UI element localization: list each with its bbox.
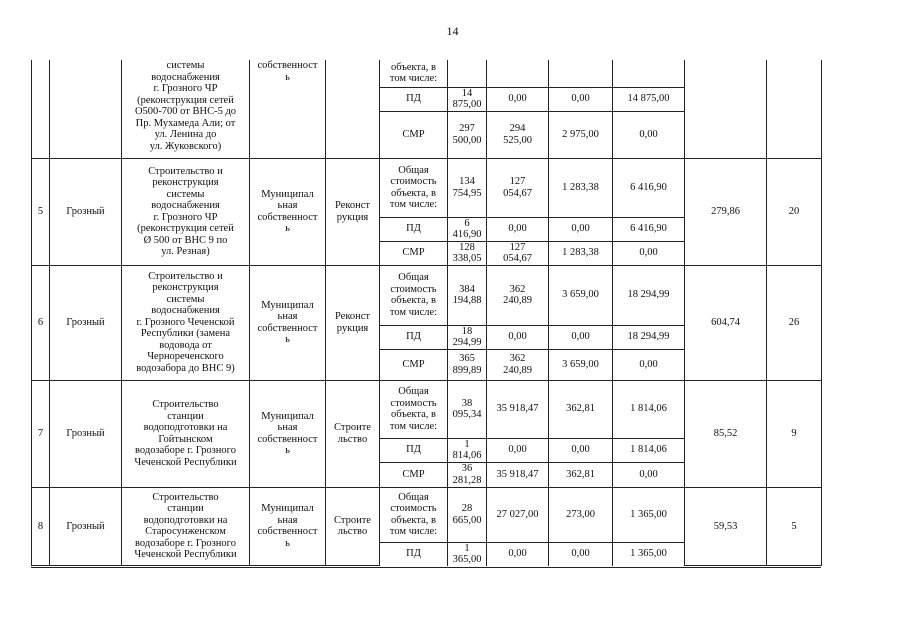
value-regional-cell: 3 659,00 xyxy=(549,349,613,380)
count-cell: 26 xyxy=(767,265,822,380)
length-cell: 279,86 xyxy=(685,158,767,265)
row-number-cell: 6 xyxy=(32,265,50,380)
count-cell: 5 xyxy=(767,487,822,566)
table-row xyxy=(32,158,822,217)
length-cell: 59,53 xyxy=(685,487,767,566)
table-bottom-rule xyxy=(31,567,821,568)
value-total-cell xyxy=(448,60,487,87)
cost-label-cell: СМР xyxy=(380,462,448,487)
value-regional-cell: 0,00 xyxy=(549,87,613,111)
value-total-cell: 14 875,00 xyxy=(448,87,487,111)
value-total-cell: 134 754,95 xyxy=(448,158,487,217)
value-total-cell: 1 365,00 xyxy=(448,542,487,566)
value-federal-cell: 127 054,67 xyxy=(487,158,549,217)
value-local-cell: 14 875,00 xyxy=(613,87,685,111)
cost-label-cell: Общая стоимость объекта, в том числе: xyxy=(380,265,448,325)
value-federal-cell: 35 918,47 xyxy=(487,462,549,487)
value-regional-cell: 273,00 xyxy=(549,487,613,542)
ownership-cell: собственност ь xyxy=(250,60,326,158)
value-federal-cell: 27 027,00 xyxy=(487,487,549,542)
value-federal-cell xyxy=(487,60,549,87)
value-federal-cell: 0,00 xyxy=(487,542,549,566)
work-type-cell: Реконст рукция xyxy=(326,158,380,265)
row-number-cell: 5 xyxy=(32,158,50,265)
object-name-cell: Строительство и реконструкция системы водоснабжения г. Грозного Чеченской Республики (замена водовода от Чернореченского водозабора до ВНС 9) xyxy=(122,265,250,380)
cost-label-cell: СМР xyxy=(380,349,448,380)
cost-label-cell: ПД xyxy=(380,87,448,111)
value-local-cell: 0,00 xyxy=(613,241,685,265)
municipality-cell: Грозный xyxy=(50,158,122,265)
value-local-cell: 1 814,06 xyxy=(613,380,685,438)
value-federal-cell: 0,00 xyxy=(487,87,549,111)
municipality-cell: Грозный xyxy=(50,380,122,487)
value-regional-cell: 1 283,38 xyxy=(549,241,613,265)
cost-label-cell: ПД xyxy=(380,325,448,349)
ownership-cell: Муниципал ьная собственност ь xyxy=(250,487,326,566)
table-row xyxy=(32,487,822,542)
length-cell xyxy=(685,60,767,158)
work-type-cell: Реконст рукция xyxy=(326,265,380,380)
count-cell xyxy=(767,60,822,158)
value-local-cell: 18 294,99 xyxy=(613,325,685,349)
value-regional-cell xyxy=(549,60,613,87)
cost-label-cell: ПД xyxy=(380,542,448,566)
row-number-cell xyxy=(32,60,50,158)
page-number: 14 xyxy=(446,24,459,38)
count-cell: 20 xyxy=(767,158,822,265)
value-federal-cell: 294 525,00 xyxy=(487,111,549,158)
value-regional-cell: 3 659,00 xyxy=(549,265,613,325)
value-federal-cell: 0,00 xyxy=(487,438,549,462)
value-total-cell: 128 338,05 xyxy=(448,241,487,265)
value-regional-cell: 0,00 xyxy=(549,217,613,241)
cost-label-cell: Общая стоимость объекта, в том числе: xyxy=(380,487,448,542)
value-regional-cell: 362,81 xyxy=(549,462,613,487)
value-regional-cell: 0,00 xyxy=(549,325,613,349)
value-federal-cell: 0,00 xyxy=(487,217,549,241)
value-local-cell: 18 294,99 xyxy=(613,265,685,325)
municipality-cell xyxy=(50,60,122,158)
work-type-cell xyxy=(326,60,380,158)
value-local-cell xyxy=(613,60,685,87)
municipality-cell: Грозный xyxy=(50,487,122,566)
cost-label-cell: Общая стоимость объекта, в том числе: xyxy=(380,158,448,217)
length-cell: 604,74 xyxy=(685,265,767,380)
value-local-cell: 6 416,90 xyxy=(613,158,685,217)
table-row xyxy=(32,380,822,438)
value-total-cell: 6 416,90 xyxy=(448,217,487,241)
value-local-cell: 0,00 xyxy=(613,462,685,487)
value-total-cell: 36 281,28 xyxy=(448,462,487,487)
object-name-cell: Строительство станции водоподготовки на Гойтынском водозаборе г. Грозного Чеченской Республики xyxy=(122,380,250,487)
value-federal-cell: 0,00 xyxy=(487,325,549,349)
ownership-cell: Муниципал ьная собственност ь xyxy=(250,380,326,487)
value-regional-cell: 2 975,00 xyxy=(549,111,613,158)
value-local-cell: 1 814,06 xyxy=(613,438,685,462)
municipality-cell: Грозный xyxy=(50,265,122,380)
count-cell: 9 xyxy=(767,380,822,487)
cost-label-cell: объекта, в том числе: xyxy=(380,60,448,87)
cost-label-cell: СМР xyxy=(380,111,448,158)
cost-label-cell: СМР xyxy=(380,241,448,265)
value-local-cell: 1 365,00 xyxy=(613,487,685,542)
work-type-cell: Строите льство xyxy=(326,487,380,566)
value-federal-cell: 362 240,89 xyxy=(487,349,549,380)
ownership-cell: Муниципал ьная собственност ь xyxy=(250,265,326,380)
value-total-cell: 38 095,34 xyxy=(448,380,487,438)
value-regional-cell: 362,81 xyxy=(549,380,613,438)
object-name-cell: системы водоснабжения г. Грозного ЧР (реконструкция сетей О500-700 от ВНС-5 до Пр. Мухамеда Али; от ул. Ленина до ул. Жуковского) xyxy=(122,60,250,158)
value-federal-cell: 362 240,89 xyxy=(487,265,549,325)
investment-objects-table xyxy=(31,60,822,566)
value-local-cell: 6 416,90 xyxy=(613,217,685,241)
value-federal-cell: 35 918,47 xyxy=(487,380,549,438)
row-number-cell: 8 xyxy=(32,487,50,566)
value-total-cell: 28 665,00 xyxy=(448,487,487,542)
cost-label-cell: ПД xyxy=(380,217,448,241)
value-total-cell: 365 899,89 xyxy=(448,349,487,380)
work-type-cell: Строите льство xyxy=(326,380,380,487)
value-regional-cell: 0,00 xyxy=(549,438,613,462)
value-federal-cell: 127 054,67 xyxy=(487,241,549,265)
object-name-cell: Строительство станции водоподготовки на Старосунженском водозаборе г. Грозного Чеченской Республики xyxy=(122,487,250,566)
value-regional-cell: 1 283,38 xyxy=(549,158,613,217)
object-name-cell: Строительство и реконструкция системы водоснабжения г. Грозного ЧР (реконструкция сетей Ø 500 от ВНС 9 по ул. Резная) xyxy=(122,158,250,265)
value-total-cell: 297 500,00 xyxy=(448,111,487,158)
ownership-cell: Муниципал ьная собственност ь xyxy=(250,158,326,265)
value-local-cell: 1 365,00 xyxy=(613,542,685,566)
value-total-cell: 384 194,88 xyxy=(448,265,487,325)
value-local-cell: 0,00 xyxy=(613,349,685,380)
table-row xyxy=(32,60,822,87)
cost-label-cell: Общая стоимость объекта, в том числе: xyxy=(380,380,448,438)
value-regional-cell: 0,00 xyxy=(549,542,613,566)
row-number-cell: 7 xyxy=(32,380,50,487)
value-total-cell: 18 294,99 xyxy=(448,325,487,349)
value-local-cell: 0,00 xyxy=(613,111,685,158)
length-cell: 85,52 xyxy=(685,380,767,487)
cost-label-cell: ПД xyxy=(380,438,448,462)
value-total-cell: 1 814,06 xyxy=(448,438,487,462)
table-row xyxy=(32,265,822,325)
